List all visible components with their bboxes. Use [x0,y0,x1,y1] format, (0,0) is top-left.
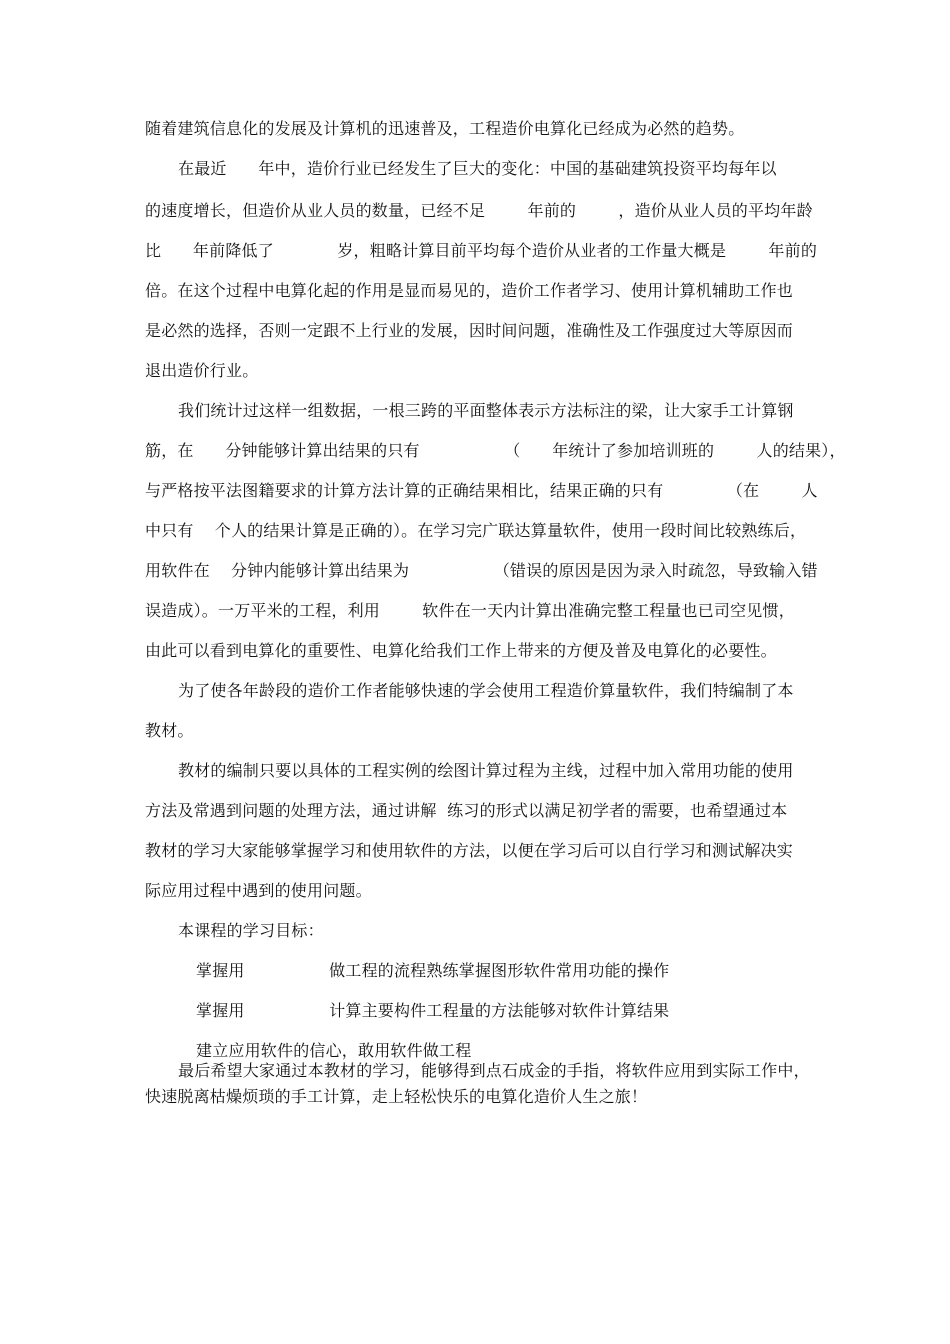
text-line: 教材的学习大家能够掌握学习和使用软件的方法，以便在学习后可以自行学习和测试解决实 [145,841,794,860]
text-line: 中只有 个人的结果计算是正确的）。在学习完广联达算量软件，使用一段时间比较熟练后， [145,521,807,540]
section-heading: 本课程的学习目标： [178,921,324,940]
goal-item: 建立应用软件的信心，敢用软件做工程 [196,1041,472,1060]
text-line: 筋，在 分钟能够计算出结果的只有 （ 年统计了参加培训班的 人的结果）， [145,441,846,460]
goal-item: 掌握用 计算主要构件工程量的方法能够对软件计算结果 [196,1001,670,1020]
text-line: 由此可以看到电算化的重要性、电算化给我们工作上带来的方便及普及电算化的必要性。 [145,641,777,660]
text-line: 方法及常遇到问题的处理方法，通过讲解 练习的形式以满足初学者的需要，也希望通过本 [145,801,788,820]
text-line: 最后希望大家通过本教材的学习，能够得到点石成金的手指，将软件应用到实际工作中， [178,1061,810,1080]
goal-item: 掌握用 做工程的流程熟练掌握图形软件常用功能的操作 [196,961,670,980]
text-line: 的速度增长，但造价从业人员的数量，已经不足 年前的 ，造价从业人员的平均年龄 [145,201,813,220]
text-line: 教材的编制只要以具体的工程实例的绘图计算过程为主线，过程中加入常用功能的使用 [178,761,794,780]
text-line: 在最近 年中，造价行业已经发生了巨大的变化：中国的基础建筑投资平均每年以 [178,159,777,178]
text-line: 退出造价行业。 [145,361,259,380]
text-line: 我们统计过这样一组数据，一根三跨的平面整体表示方法标注的梁，让大家手工计算钢 [178,401,794,420]
text-line: 际应用过程中遇到的使用问题。 [145,881,372,900]
text-line: 是必然的选择，否则一定跟不上行业的发展，因时间问题，准确性及工作强度过大等原因而 [145,321,794,340]
text-line: 比 年前降低了 岁，粗略计算目前平均每个造价从业者的工作量大概是 年前的 [145,241,818,260]
text-line: 随着建筑信息化的发展及计算机的迅速普及，工程造价电算化已经成为必然的趋势。 [145,119,745,138]
text-line: 与严格按平法图籍要求的计算方法计算的正确结果相比，结果正确的只有 （在 人 [145,481,818,500]
text-line: 为了使各年龄段的造价工作者能够快速的学会使用工程造价算量软件，我们特编制了本 [178,681,794,700]
text-line: 用软件在 分钟内能够计算出结果为 （错误的原因是因为录入时疏忽，导致输入错 [145,561,818,580]
text-line: 快速脱离枯燥烦琐的手工计算，走上轻松快乐的电算化造价人生之旅！ [145,1087,648,1106]
text-line: 教材。 [145,721,194,740]
text-line: 倍。在这个过程中电算化起的作用是显而易见的，造价工作者学习、使用计算机辅助工作也 [145,281,794,300]
text-line: 误造成）。一万平米的工程，利用 软件在一天内计算出准确完整工程量也已司空见惯， [145,601,795,620]
